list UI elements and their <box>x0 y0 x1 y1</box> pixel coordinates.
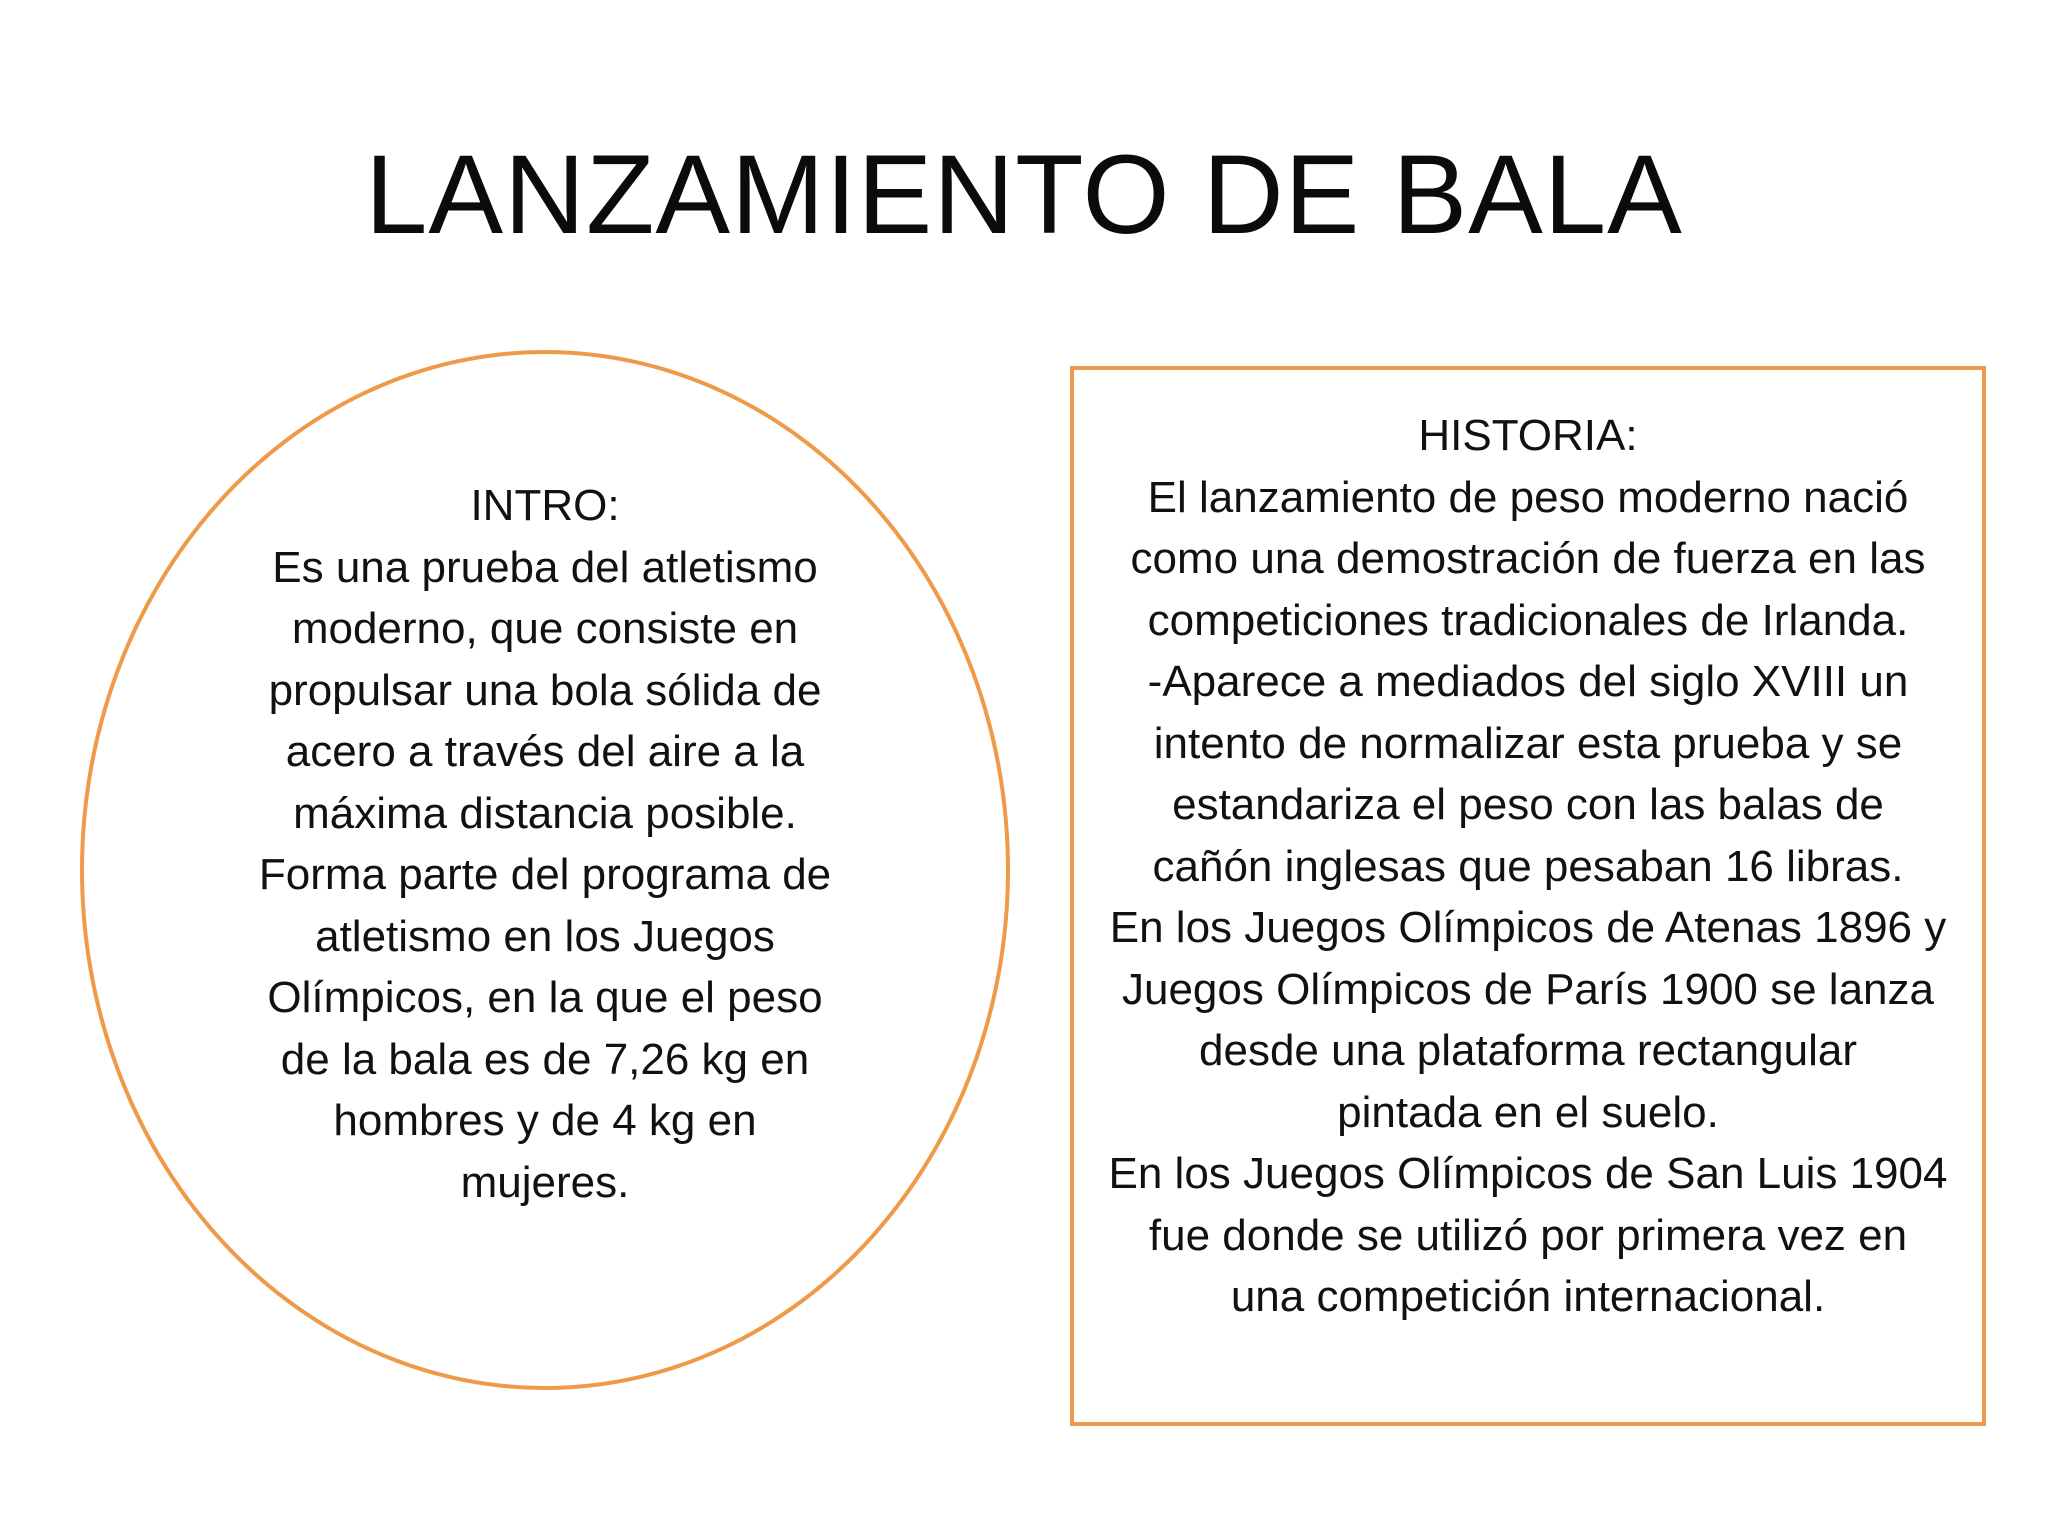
history-line: En los Juegos Olímpicos de Atenas 1896 y <box>1109 903 1947 952</box>
history-line: intento de normalizar esta prueba y se <box>1153 718 1903 768</box>
history-text-block <box>1085 405 1971 1328</box>
intro-line: propulsar una bola sólida de <box>268 665 822 715</box>
intro-text-block <box>200 475 890 1213</box>
history-line: Juegos Olímpicos de París 1900 se lanza <box>1121 964 1934 1014</box>
intro-line: mujeres. <box>460 1157 630 1207</box>
history-line: cañón inglesas que pesaban 16 libras. <box>1152 841 1904 891</box>
history-line: En los Juegos Olímpicos de San Luis 1904 <box>1108 1149 1948 1198</box>
intro-line: Forma parte del programa de <box>258 850 832 899</box>
intro-line: Es una prueba del atletismo <box>272 542 818 592</box>
history-line: pintada en el suelo. <box>1337 1087 1719 1137</box>
history-line: como una demostración de fuerza en las <box>1130 534 1926 583</box>
intro-line: acero a través del aire a la <box>285 727 805 776</box>
intro-line: máxima distancia posible. <box>293 788 797 838</box>
history-line: desde una plataforma rectangular <box>1199 1026 1857 1075</box>
history-line: El lanzamiento de peso moderno nació <box>1147 472 1909 522</box>
intro-line: hombres y de 4 kg en <box>333 1096 757 1145</box>
history-line: -Aparece a mediados del siglo XVIII un <box>1147 657 1909 706</box>
history-line: estandariza el peso con las balas de <box>1172 780 1884 829</box>
intro-heading: INTRO: <box>470 481 620 530</box>
intro-line: moderno, que consiste en <box>291 604 799 653</box>
slide-title: LANZAMIENTO DE BALA <box>365 132 1683 257</box>
history-line: competiciones tradicionales de Irlanda. <box>1147 595 1909 645</box>
intro-line: de la bala es de 7,26 kg en <box>280 1034 810 1084</box>
intro-line: atletismo en los Juegos <box>315 911 775 961</box>
history-line: una competición internacional. <box>1230 1272 1826 1321</box>
history-heading: HISTORIA: <box>1418 411 1638 460</box>
intro-line: Olímpicos, en la que el peso <box>267 973 823 1022</box>
history-line: fue donde se utilizó por primera vez en <box>1148 1210 1908 1260</box>
